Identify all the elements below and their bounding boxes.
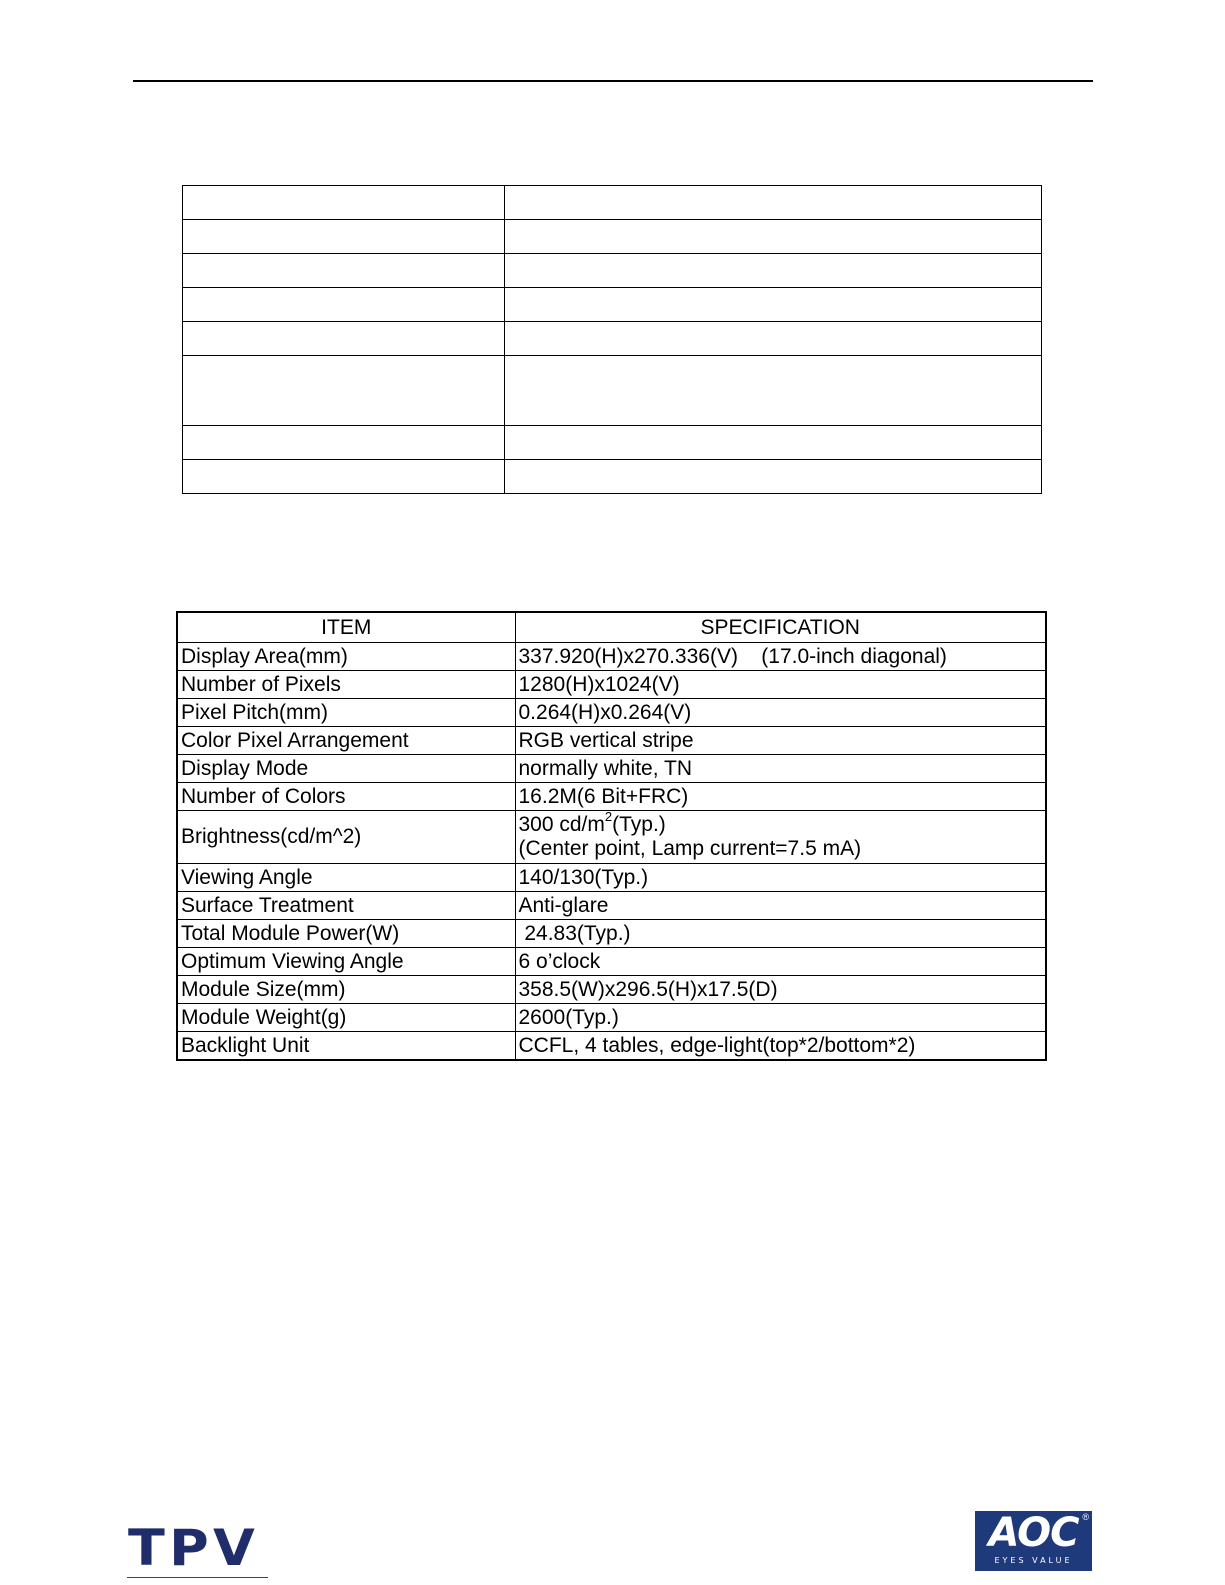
table-row <box>177 755 1046 783</box>
item-cell: Number of Colors <box>177 783 515 811</box>
tpv-link-underline <box>127 1577 268 1578</box>
aoc-logo-word: AOC <box>988 1510 1079 1556</box>
item-cell: Color Pixel Arrangement <box>177 727 515 755</box>
table-row <box>177 864 1046 892</box>
table-row <box>183 460 1042 494</box>
table-row <box>183 186 1042 220</box>
table-row <box>183 288 1042 322</box>
table-row <box>177 1004 1046 1032</box>
item-cell: Backlight Unit <box>177 1032 515 1061</box>
item-cell: Number of Pixels <box>177 671 515 699</box>
aoc-logo-tagline: EYES VALUE <box>994 1556 1073 1565</box>
table-row <box>177 643 1046 671</box>
table-header-row <box>177 612 1046 643</box>
item-cell: Pixel Pitch(mm) <box>177 699 515 727</box>
table-row <box>177 976 1046 1004</box>
table-row <box>183 254 1042 288</box>
spec-cell: 337.920(H)x270.336(V) (17.0-inch diagonal) <box>515 643 1046 671</box>
item-cell: Optimum Viewing Angle <box>177 948 515 976</box>
table-row <box>183 426 1042 460</box>
brightness-line-2: (Center point, Lamp current=7.5 mA) <box>518 837 862 860</box>
spec-cell: RGB vertical stripe <box>515 727 1046 755</box>
brightness-line-1: 300 $cd/m^2(Typ.)$ <box>518 809 666 836</box>
blank-table <box>182 185 1042 494</box>
table-row <box>177 920 1046 948</box>
spec-cell: 1280(H)x1024(V) <box>515 671 1046 699</box>
item-cell: Module Weight(g) <box>177 1004 515 1032</box>
tpv-logo[interactable]: TPV <box>128 1519 260 1577</box>
item-header: ITEM <box>177 612 515 643</box>
spec-cell <box>515 811 1046 864</box>
spec-cell: 358.5(W)x296.5(H)x17.5(D) <box>515 976 1046 1004</box>
specification-header: SPECIFICATION <box>515 612 1046 643</box>
aoc-logo <box>975 1511 1092 1571</box>
spec-cell: 6 o’clock <box>515 948 1046 976</box>
superscript: 2 <box>604 809 613 824</box>
spec-cell: 16.2M(6 Bit+FRC) <box>515 783 1046 811</box>
spec-cell: 140/130(Typ.) <box>515 864 1046 892</box>
table-row <box>177 811 1046 864</box>
item-cell: Surface Treatment <box>177 892 515 920</box>
table-row <box>177 948 1046 976</box>
item-cell: Module Size(mm) <box>177 976 515 1004</box>
spec-cell: 2600(Typ.) <box>515 1004 1046 1032</box>
spec-cell: CCFL, 4 tables, edge-light(top*2/bottom*2) <box>515 1032 1046 1061</box>
table-row <box>177 892 1046 920</box>
item-cell: Viewing Angle <box>177 864 515 892</box>
item-cell: Brightness(cd/m^2) <box>177 811 515 864</box>
table-row <box>177 727 1046 755</box>
specification-table <box>176 611 1047 1061</box>
table-row <box>183 322 1042 356</box>
spec-cell: 0.264(H)x0.264(V) <box>515 699 1046 727</box>
table-row <box>177 671 1046 699</box>
item-cell: Total Module Power(W) <box>177 920 515 948</box>
table-row <box>177 783 1046 811</box>
table-row <box>177 699 1046 727</box>
registered-mark: ® <box>1082 1512 1089 1522</box>
spec-cell: 24.83(Typ.) <box>515 920 1046 948</box>
item-cell: Display Area(mm) <box>177 643 515 671</box>
header-rule <box>133 80 1093 82</box>
table-row <box>177 1032 1046 1061</box>
table-row <box>183 356 1042 426</box>
spec-cell: normally white, TN <box>515 755 1046 783</box>
spec-cell: Anti-glare <box>515 892 1046 920</box>
item-cell: Display Mode <box>177 755 515 783</box>
table-row <box>183 220 1042 254</box>
